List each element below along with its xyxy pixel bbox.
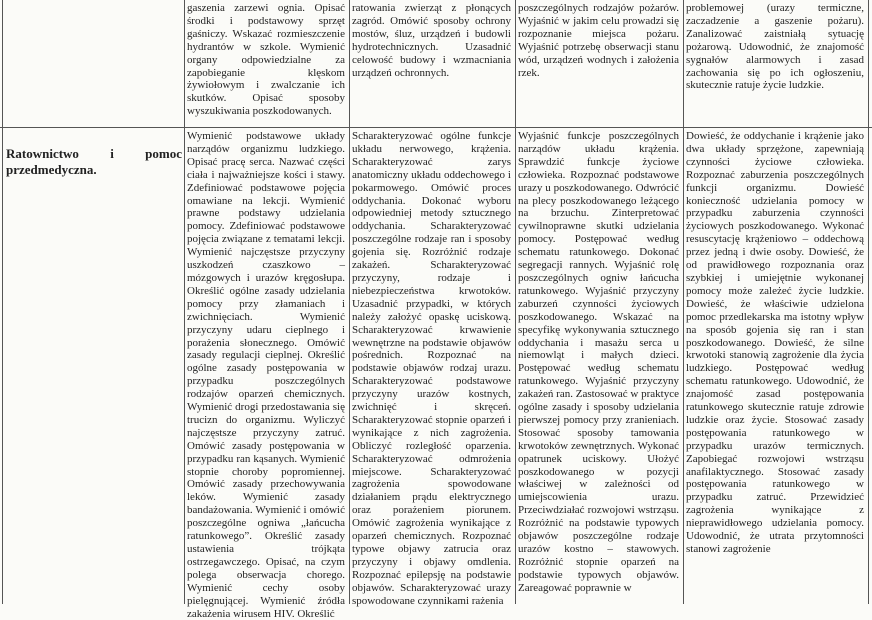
row-divider [0,127,872,128]
row-top-col1: gaszenia zarzewi ognia. Opisać środki i podstawowy sprzęt gaśniczy. Wskazać rozmieszczenie hydrantów w szkole. Wymienić organy odpowiedzialne za zapobieganie klęskom żywiołowym i zwalczanie ich skutków. Opisać sposoby wyszukiwania poszkodowanych. [187,2,345,118]
table-border-left [2,0,3,604]
column-divider-4 [683,0,684,604]
row-main-col1: Wymienić podstawowe układy narządów organizmu ludzkiego. Opisać pracę serca. Nazwać części ciała i najważniejsze kości i stawy. Zdefiniować podstawowe pojęcia omawiane na lekcji. Wymienić prawne podstawy udzielania pomocy. Zdefiniować podstawowe pojęcia związane z tematami lekcji. Wymienić najczęstsze przyczyny uszkodzeń czaszkowo – mózgowych i urazów kręgosłupa. Określić ogólne zasady udzielania pomocy przy złamaniach i zwichnięciach. Wymienić przyczyny udaru cieplnego i porażenia słonecznego. Omówić zasady regulacji cieplnej. Określić ogólne zasady postępowania w przypadku poszczególnych rodzajów oparzeń chemicznych. Wymienić drogi przedostawania się trucizn do organizmu. Wyliczyć najczęstsze przyczyny zatruć. Omówić zasady postępowania w przypadku ran kąsanych. Wymienić stopnie choroby popromiennej. Omówić zasady przechowywania leków. Wymienić zasady bandażowania. Wymienić i omówić poszczególne ogniwa „łańcucha ratunkowego”. Określić zasady ustawienia trójkąta ostrzegawczego. Opisać, na czym polega obserwacja chorego. Wymienić cechy osoby pielęgnującej. Wymienić źródła zakażenia wirusem HIV. Określić [187,130,345,620]
row-main-col2: Scharakteryzować ogólne funkcje układu nerwowego, krążenia. Scharakteryzować zarys anatomiczny układu oddechowego i pokarmowego. Omówić proces oddychania. Dokonać wyboru odpowiedniej metody sztucznego oddychania. Scharakteryzować poszczególne rodzaje ran i sposoby gojenia się. Rozróżnić rodzaje zakażeń. Scharakteryzować przyczyny, rodzaje i niebezpieczeństwa krwotoków. Uzasadnić przypadki, w których należy założyć opaskę uciskową. Scharakteryzować krwawienie wewnętrzne na podstawie objawów pośrednich. Rozpoznać na podstawie objawów rodzaj urazu. Scharakteryzować podstawowe przyczyny urazów kostnych, zwichnięć i skręceń. Scharakteryzować stopnie oparzeń i wynikające z nich zagrożenia. Obliczyć rozległość oparzenia. Scharakteryzować odmrożenia miejscowe. Scharakteryzować zagrożenia spowodowane działaniem prądu elektrycznego oraz porażeniem piorunem. Omówić zagrożenia wynikające z oparzeń chemicznych. Rozpoznać typowe objawy zatrucia oraz przyczyny i objawy omdlenia. Rozpoznać epilepsję na podstawie objawów. Scharakteryzować urazy spowodowane czynnikami rażenia [352,130,511,607]
row-top-col3: poszczególnych rodzajów pożarów. Wyjaśnić w jakim celu prowadzi się rozpoznanie miejsca pożaru. Wyjaśnić potrzebę obserwacji stanu wód, urządzeń wodnych i założenia rzek. [518,2,679,79]
category-label: Ratownictwo i pomoc przedmedyczna. [6,146,182,177]
row-top-col4: problemowej (urazy termiczne, zaczadzenie a gaszenie pożaru). Zanalizować zaistniałą sytuację pożarową. Udowodnić, że znajomość sygnałów alarmowych i zasad zachowania się po ich ogłoszeniu, skutecznie ratuje życie ludzkie. [686,2,864,92]
column-divider-3 [515,0,516,604]
column-divider-1 [184,0,185,604]
row-top-col2: ratowania zwierząt z płonących zagród. Omówić sposoby ochrony mostów, śluz, urządzeń i budowli hydrotechnicznych. Uzasadnić celowość budowy i wzmacniania urządzeń ochronnych. [352,2,511,79]
column-divider-2 [349,0,350,604]
table-border-right [868,0,869,604]
row-main-col4: Dowieść, że oddychanie i krążenie jako dwa układy sprzężone, zapewniają czynności życiowe człowieka. Rozpoznać zaburzenia poszczególnych funkcji organizmu. Dowieść konieczność udzielania pomocy w przypadku zaburzenia czynności życiowych poszkodowanego. Wykonać resuscytację krążeniowo – oddechową przez jedną i dwie osoby. Dowieść, że od prawidłowego rozpoznania oraz szybkiej i umiejętnie wykonanej pomocy może zależeć życie ludzkie. Dowieść, że właściwie udzielona pomoc przedlekarska ma istotny wpływ na sposób gojenia się ran i stan poszkodowanego. Dowieść, że silne krwotoki stanowią zagrożenie dla życia ludzkiego. Postępować według schematu ratunkowego. Udowodnić, że znajomość zasad postępowania ratunkowego skutecznie ratuje zdrowie ludzkie oraz życie. Stosować zasady postępowania ratunkowego w przypadku urazów termicznych. Zapobiegać rozwojowi wstrząsu anafilaktycznego. Stosować zasady postępowania ratunkowego w przypadku zatruć. Przewidzieć zagrożenia wynikające z nieprawidłowego udzielania pomocy. Udowodnić, że utrata przytomności stanowi zagrożenie [686,130,864,555]
row-main-col3: Wyjaśnić funkcje poszczególnych narządów układu krążenia. Sprawdzić funkcje życiowe człowieka. Rozpoznać podstawowe urazy u poszkodowanego. Odwrócić na plecy poszkodowanego leżącego na brzuchu. Zinterpretować cywilnoprawne skutki udzielania pomocy. Postępować według schematu ratunkowego. Dokonać segregacji rannych. Wyjaśnić rolę poszczególnych ogniw łańcucha ratunkowego. Wyjaśnić przyczyny zaburzeń czynności życiowych poszkodowanego. Wskazać na specyfikę wykonywania sztucznego oddychania i masażu serca u niemowląt i małych dzieci. Postępować według schematu ratunkowego. Wyjaśnić przyczyny zakażeń ran. Zastosować w praktyce ogólne zasady i sposoby udzielania pierwszej pomocy przy zranieniach. Stosować sposoby tamowania krwotoków zewnętrznych. Wykonać opatrunek uciskowy. Ułożyć poszkodowanego w pozycji właściwej w zależności od umiejscowienia urazu. Przeciwdziałać rozwojowi wstrząsu. Rozróżnić na podstawie typowych objawów poszczególne rodzaje urazów kostno – stawowych. Rozróżnić stopnie oparzeń na podstawie typowych objawów. Zareagować poprawnie w [518,130,679,594]
